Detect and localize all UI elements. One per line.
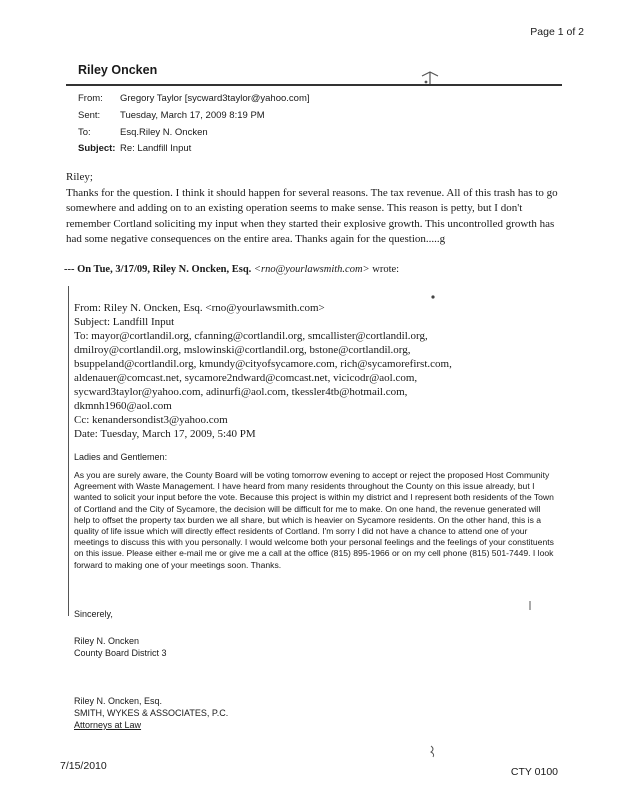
scan-speck <box>428 744 438 758</box>
original-to-line: dkmnh1960@aol.com <box>74 400 172 412</box>
from-value: Gregory Taylor [sycward3taylor@yahoo.com] <box>120 93 310 104</box>
quote-bar <box>68 286 69 616</box>
scan-mark <box>418 66 442 88</box>
from-label: From: <box>78 93 103 104</box>
sent-value: Tuesday, March 17, 2009 8:19 PM <box>120 110 265 121</box>
quote-prefix: --- On Tue, 3/17/09, Riley N. Oncken, Esq. <box>64 264 252 275</box>
original-closing: Sincerely, <box>74 609 113 619</box>
quote-intro <box>64 264 399 275</box>
original-to-line: dmilroy@cortlandil.org, mslowinski@cortlandil.org, bstone@cortlandil.org, <box>74 344 411 356</box>
reply-greeting: Riley; <box>66 171 93 183</box>
original-salutation: Ladies and Gentlemen: <box>74 452 168 462</box>
subject-label: Subject: <box>78 143 116 154</box>
quote-email: <rno@yourlawsmith.com> <box>253 264 370 275</box>
original-from: From: Riley N. Oncken, Esq. <rno@yourlawsmith.com> <box>74 302 325 314</box>
subject-value: Re: Landfill Input <box>120 143 192 154</box>
signature-title: County Board District 3 <box>74 648 167 658</box>
quote-suffix: wrote: <box>372 264 400 275</box>
original-to-line: aldenauer@comcast.net, sycamore2ndward@comcast.net, vicicodr@aol.com, <box>74 372 418 384</box>
firm-title: Attorneys at Law <box>74 720 142 730</box>
sent-label: Sent: <box>78 110 101 121</box>
bates-stamp: CTY 0100 <box>510 766 558 778</box>
to-label: To: <box>78 127 91 138</box>
header-divider <box>66 84 562 86</box>
scan-speck <box>428 292 438 302</box>
sender-name: Riley Oncken <box>78 63 158 77</box>
signature-name: Riley N. Oncken <box>74 636 140 646</box>
original-to-line: bsuppeland@cortlandil.org, kmundy@cityofsycamore.com, rich@sycamorefirst.com, <box>74 358 452 370</box>
original-cc: Cc: kenandersondist3@yahoo.com <box>74 414 228 426</box>
original-date: Date: Tuesday, March 17, 2009, 5:40 PM <box>74 428 256 440</box>
original-to-line: sycward3taylor@yahoo.com, adinurfi@aol.com, tkessler4tb@hotmail.com, <box>74 386 408 398</box>
reply-body <box>66 170 558 248</box>
firm-signature-name: Riley N. Oncken, Esq. <box>74 696 163 706</box>
footer-date: 7/15/2010 <box>60 760 107 772</box>
original-paragraph: As you are surely aware, the County Board will be voting tomorrow evening to accept or reject the proposed Host Community Agreement with Waste Management. I have heard from many residents throughout the County on this issue already, but I wanted to solicit your input before the vote. Because this project is within my district and I represent both residents of the Town of Cortland and the City of Sycamore, the decision will be difficult for me to make. On one hand, the revenue generated will help to offset the property tax burden we all share, but which is heavier on Sycamore residents. On the other hand, this is a quality of life issue which will directly effect residents of Cortland. I'm sorry I did not have a chance to attend one of your meetings to discuss this with you personally. I would welcome both your personal feelings and the feelings of your constituents on this issue. Please either e-mail me or give me a call at the office (815) 895-1966 or on my cell phone (815) 501-7449. I look forward to making one of your meetings soon. Thanks. <box>74 470 554 570</box>
reply-text: Thanks for the question. I think it should happen for several reasons. The tax revenue. All of this trash has to go somewhere and adding on to an existing operation seems to make sense. This reason is petty, but I don't remember Cortland soliciting my input when they started their explosive growth. This uncontrolled growth has had some negative consequences on the entire area. Thanks again for the question.....g <box>66 186 558 245</box>
scan-speck <box>526 600 534 612</box>
page-number: Page 1 of 2 <box>530 26 584 38</box>
original-to-line: To: mayor@cortlandil.org, cfanning@cortlandil.org, smcallister@cortlandil.org, <box>74 330 428 342</box>
to-value: Esq.Riley N. Oncken <box>120 127 208 138</box>
firm-name: SMITH, WYKES & ASSOCIATES, P.C. <box>74 708 229 718</box>
original-subject: Subject: Landfill Input <box>74 316 175 328</box>
